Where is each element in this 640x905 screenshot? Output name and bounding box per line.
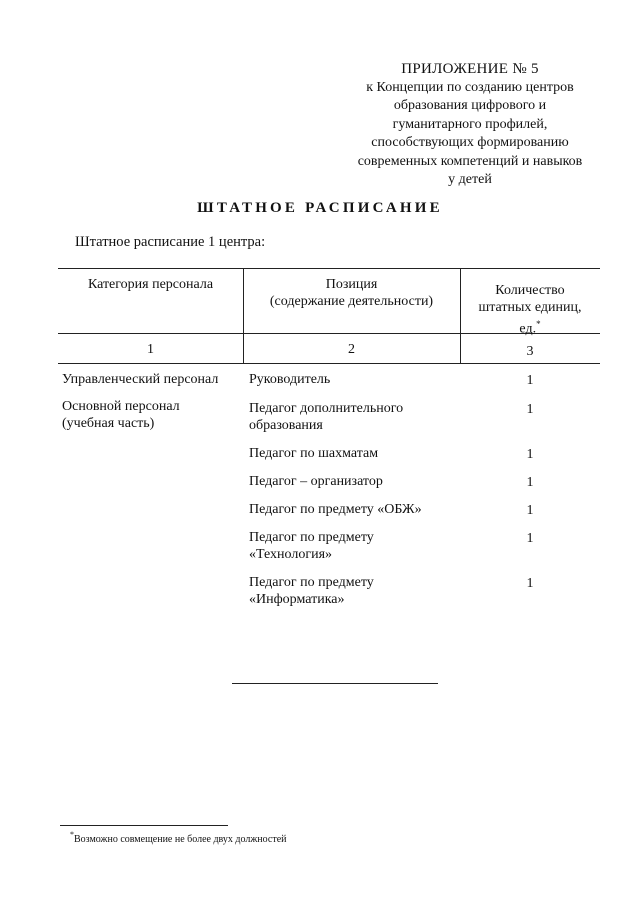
position-label: Педагог по предмету [249, 575, 374, 590]
position-label: Педагог по предмету «ОБЖ» [249, 502, 422, 517]
position-cell [249, 473, 383, 490]
count-cell: 1 [526, 402, 534, 417]
appendix-line: образования цифрового и [393, 98, 547, 113]
position-label: образования [249, 418, 323, 433]
header-position [243, 276, 460, 310]
position-cell [249, 501, 422, 518]
position-label: Педагог – организатор [249, 474, 383, 489]
category-cell [62, 398, 180, 432]
appendix-line: к Концепции по созданию центров [366, 79, 574, 95]
count-cell: 1 [526, 373, 534, 388]
separator-line [232, 683, 438, 684]
header-count-sublabel: штатных единиц, [478, 300, 582, 315]
appendix-line: современных компетенций и навыков [357, 153, 583, 169]
appendix-line: гуманитарного профилей, [392, 116, 548, 132]
header-category [58, 276, 243, 293]
appendix-line: у детей [448, 172, 492, 187]
count-cell: 1 [526, 503, 534, 518]
column-number: 1 [147, 342, 154, 357]
document-title: ШТАТНОЕ РАСПИСАНИЕ [197, 200, 443, 216]
category-sublabel: (учебная часть) [62, 416, 155, 431]
position-label: «Технология» [249, 547, 333, 562]
column-number: 2 [348, 342, 355, 357]
appendix-title: ПРИЛОЖЕНИЕ № 5 [401, 61, 539, 77]
header-count [460, 282, 600, 338]
appendix-line: способствующих формированию [371, 135, 569, 150]
header-count-unit: ед. [519, 321, 537, 337]
header-category-label: Категория персонала [87, 277, 214, 292]
position-label: Педагог дополнительного [249, 401, 404, 416]
appendix-block [330, 60, 610, 190]
header-count-label: Количество [495, 283, 565, 298]
position-label: «Информатика» [249, 592, 345, 607]
position-cell [249, 529, 374, 563]
table-top-border [58, 268, 600, 269]
category-cell [62, 371, 218, 388]
count-cell: 1 [526, 447, 534, 462]
table-number-row-border [58, 363, 600, 364]
position-cell [249, 574, 374, 608]
footnote-mark: * [536, 319, 541, 329]
header-position-sublabel: (содержание деятельности) [269, 294, 434, 309]
count-cell: 1 [526, 576, 534, 591]
footnote-mark: * [70, 830, 74, 839]
intro-text: Штатное расписание 1 центра: [75, 234, 266, 250]
count-cell: 1 [526, 475, 534, 490]
position-label: Педагог по шахматам [249, 446, 379, 461]
position-cell [249, 445, 378, 462]
footnote-separator [60, 825, 228, 826]
category-label: Управленческий персонал [62, 372, 219, 387]
footnote-text: Возможно совмещение не более двух должностей [74, 834, 287, 845]
column-number: 3 [526, 344, 534, 359]
position-cell [249, 400, 403, 434]
position-label: Руководитель [249, 372, 331, 387]
category-label: Основной персонал [62, 399, 180, 414]
header-position-label: Позиция [325, 277, 378, 292]
position-label: Педагог по предмету [249, 530, 374, 545]
count-cell: 1 [526, 531, 534, 546]
position-cell [249, 371, 330, 388]
